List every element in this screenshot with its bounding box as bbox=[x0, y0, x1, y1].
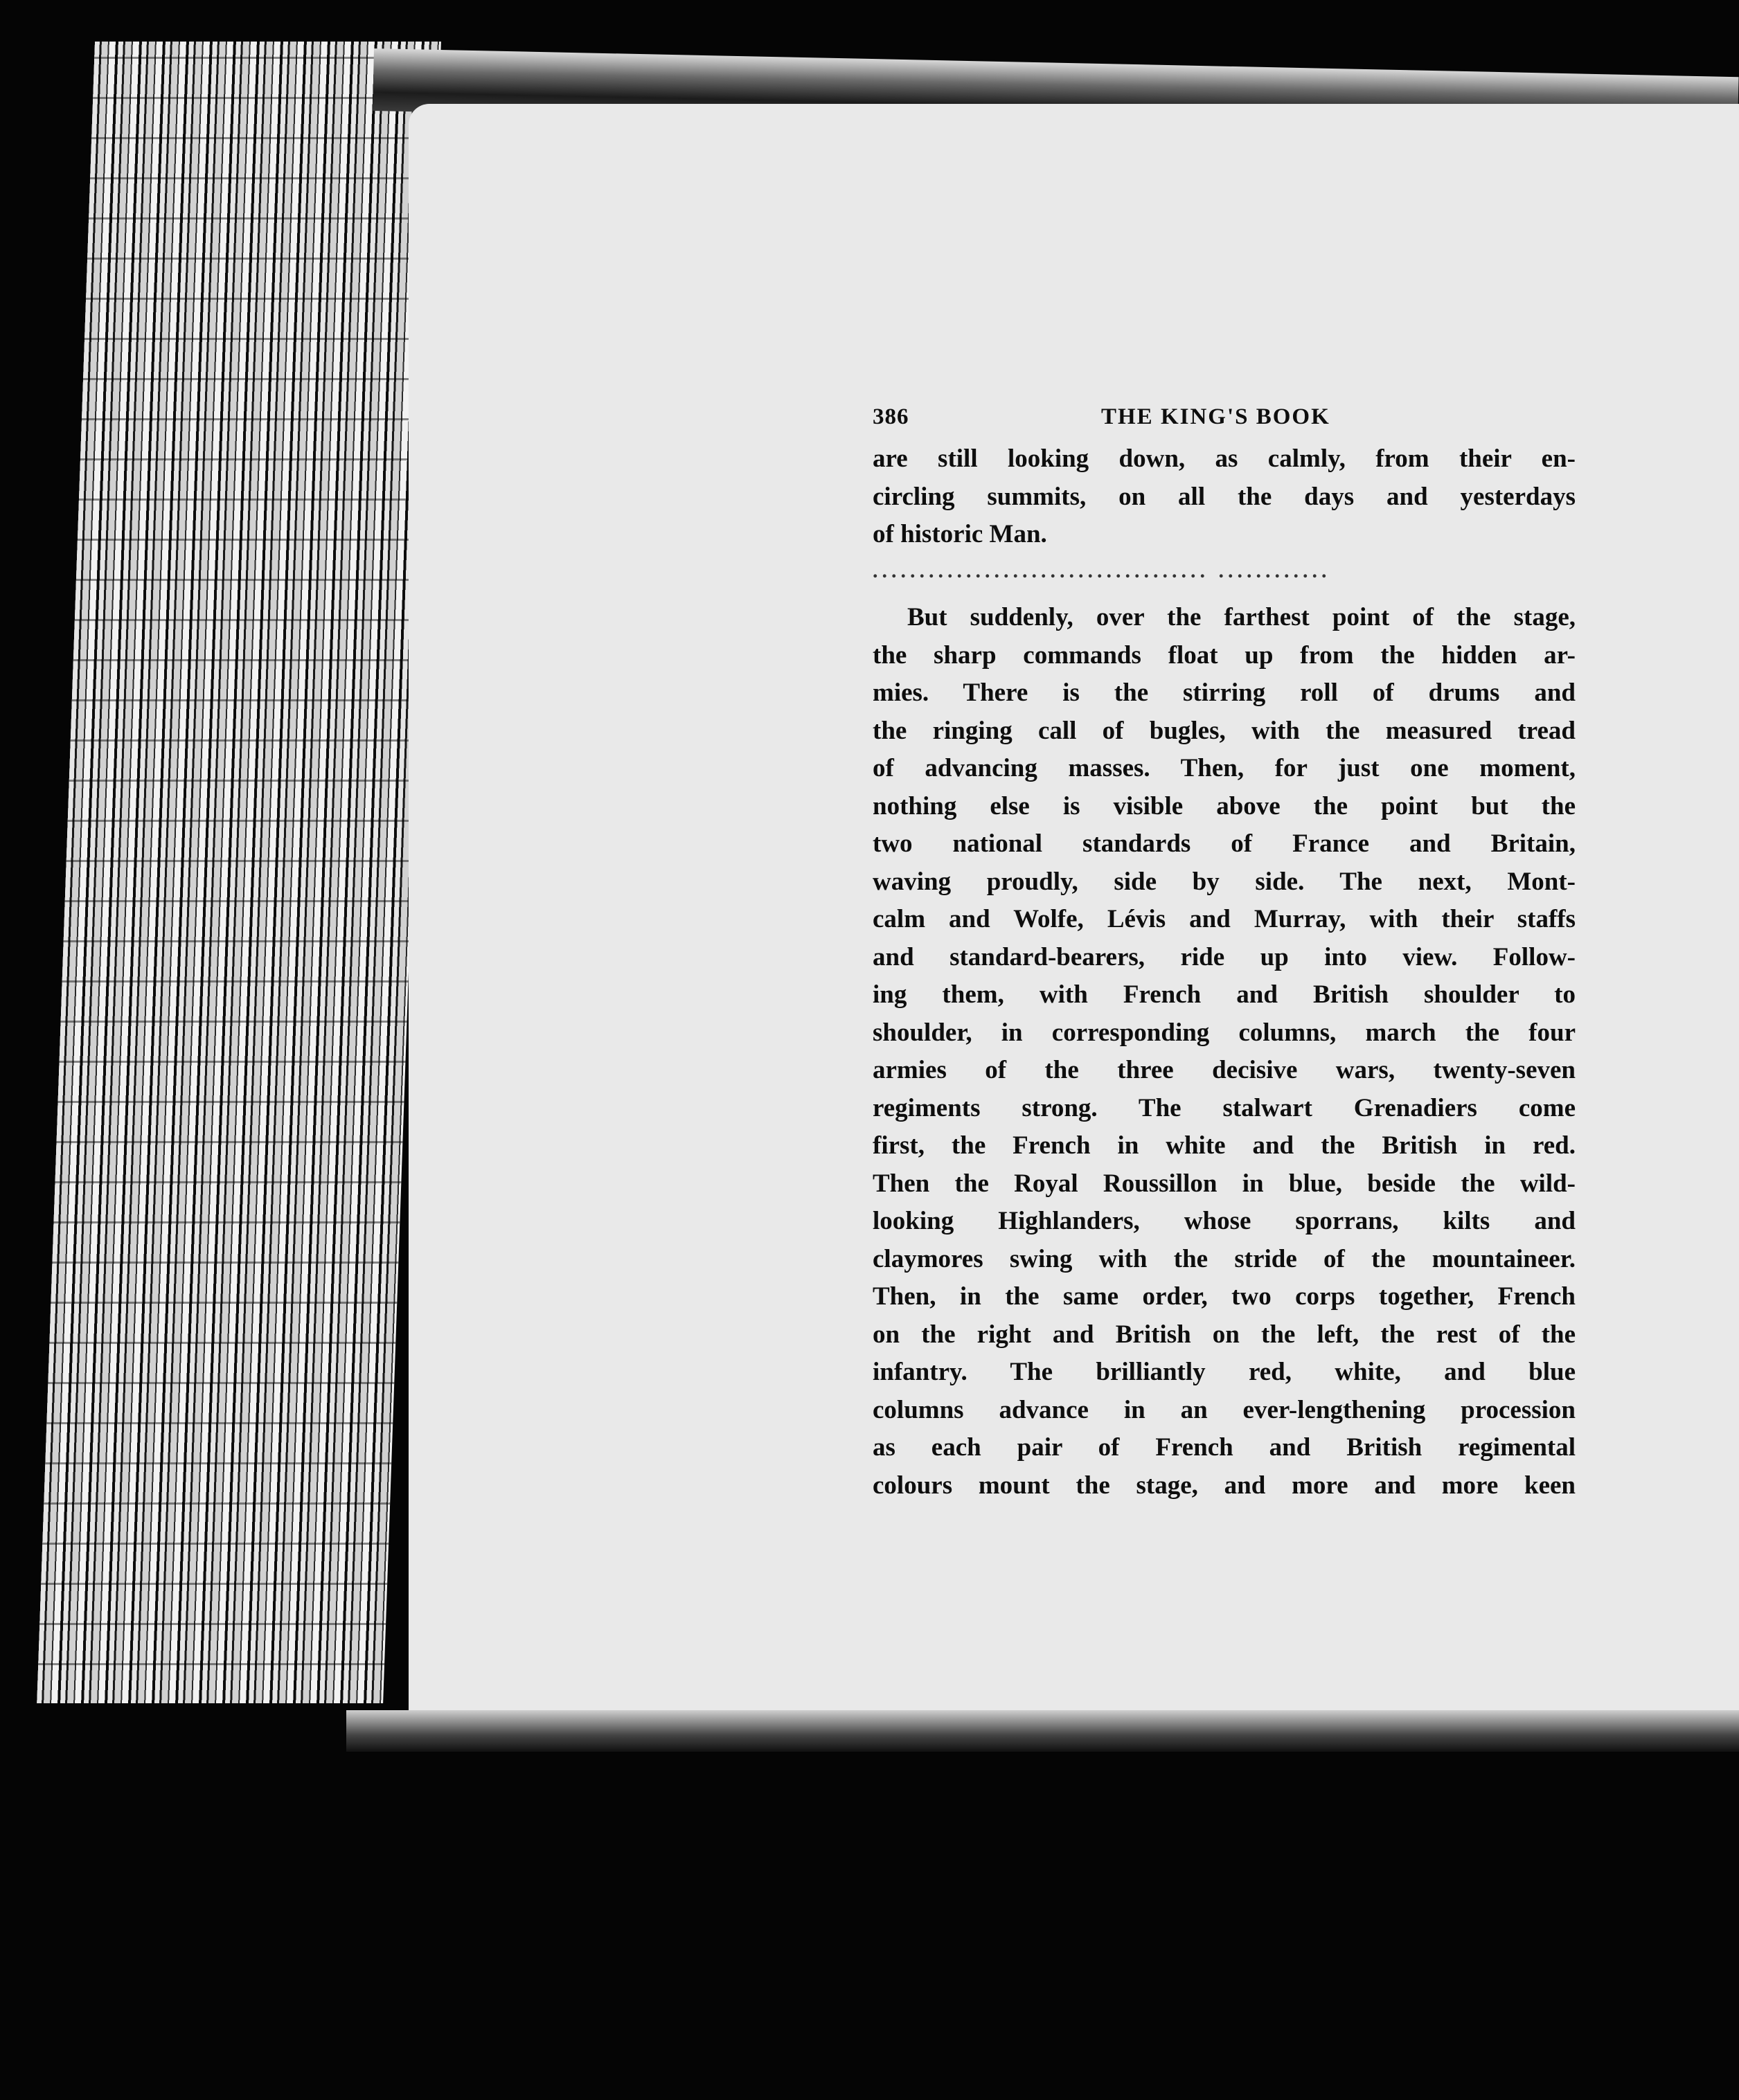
text-line: waving proudly, side by side. The next, Mont- bbox=[873, 867, 1576, 896]
text-line: of advancing masses. Then, for just one moment, bbox=[873, 754, 1576, 782]
text-line: claymores swing with the stride of the mountaineer. bbox=[873, 1244, 1576, 1273]
text-line: looking Highlanders, whose sporrans, kilts and bbox=[873, 1207, 1576, 1235]
running-title: THE KING'S BOOK bbox=[1101, 404, 1330, 429]
text-line: armies of the three decisive wars, twenty-seven bbox=[873, 1056, 1576, 1084]
text-line: columns advance in an ever-lengthening procession bbox=[873, 1395, 1576, 1424]
text-line: are still looking down, as calmly, from their en- bbox=[873, 445, 1576, 473]
text-line: nothing else is visible above the point but the bbox=[873, 791, 1576, 820]
main-paragraph bbox=[873, 599, 1576, 1505]
text-line: two national standards of France and Britain, bbox=[873, 829, 1576, 858]
text-line: circling summits, on all the days and yesterdays bbox=[873, 482, 1576, 511]
text-line: infantry. The brilliantly red, white, and blue bbox=[873, 1358, 1576, 1386]
text-line: regiments strong. The stalwart Grenadiers come bbox=[873, 1093, 1576, 1122]
text-line: on the right and British on the left, the rest of the bbox=[873, 1320, 1576, 1349]
text-line: the ringing call of bugles, with the measured tread bbox=[873, 716, 1576, 745]
opening-paragraph bbox=[873, 440, 1576, 554]
text-line: Then the Royal Roussillon in blue, beside the wild- bbox=[873, 1169, 1576, 1198]
text-line: of historic Man. bbox=[873, 520, 1047, 548]
text-line: shoulder, in corresponding columns, march the four bbox=[873, 1018, 1576, 1047]
page-text-block bbox=[873, 398, 1576, 1505]
running-head bbox=[873, 398, 1576, 436]
text-line: ing them, with French and British shoulder to bbox=[873, 980, 1576, 1009]
text-line: and standard-bearers, ride up into view. Follow- bbox=[873, 942, 1576, 971]
section-separator-dots: .................................... ............ bbox=[873, 559, 1331, 582]
text-line: first, the French in white and the British in red. bbox=[873, 1131, 1576, 1160]
text-line: Then, in the same order, two corps together, French bbox=[873, 1282, 1576, 1311]
text-line: colours mount the stage, and more and more keen bbox=[873, 1471, 1576, 1500]
text-line: mies. There is the stirring roll of drums and bbox=[873, 679, 1576, 707]
text-line: as each pair of French and British regimental bbox=[873, 1433, 1576, 1462]
text-line: calm and Wolfe, Lévis and Murray, with their staffs bbox=[873, 905, 1576, 933]
book-bottom-edge bbox=[346, 1710, 1739, 1752]
text-line: the sharp commands float up from the hidden ar- bbox=[873, 640, 1576, 670]
book-page-edges bbox=[37, 42, 441, 1703]
text-line: But suddenly, over the farthest point of the stage, bbox=[907, 603, 1576, 631]
page-number: 386 bbox=[873, 404, 909, 429]
